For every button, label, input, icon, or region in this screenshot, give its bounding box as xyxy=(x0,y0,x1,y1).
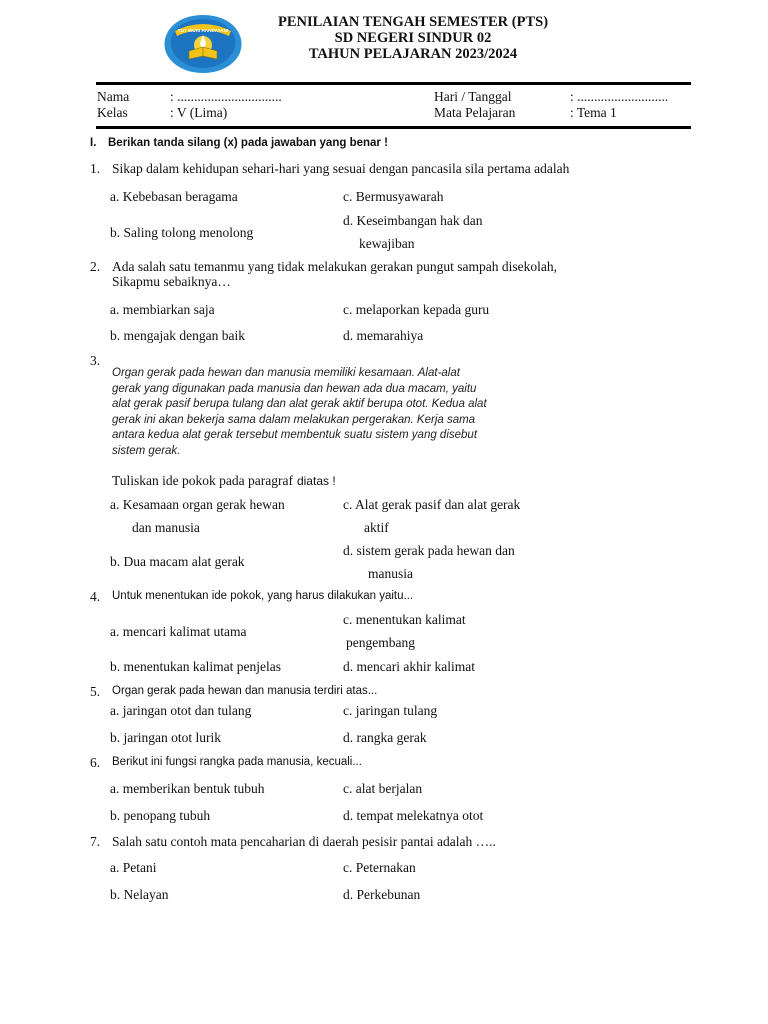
q3-option-a-cont: dan manusia xyxy=(132,520,200,535)
q3-option-d-cont: manusia xyxy=(368,566,413,581)
q4-option-a[interactable]: a. mencari kalimat utama xyxy=(110,624,247,639)
q1-option-c[interactable]: c. Bermusyawarah xyxy=(343,189,444,204)
section-number: I. xyxy=(90,137,97,149)
q2-text-line1: Ada salah satu temanmu yang tidak melakukan gerakan pungut sampah disekolah, xyxy=(112,259,557,274)
q7-option-c[interactable]: c. Peternakan xyxy=(343,860,416,875)
q4-text: Untuk menentukan ide pokok, yang harus dilakukan yaitu... xyxy=(112,590,414,602)
q1-option-d[interactable]: d. Keseimbangan hak dan xyxy=(343,213,483,228)
q7-option-a[interactable]: a. Petani xyxy=(110,860,157,875)
q3-option-c[interactable]: c. Alat gerak pasif dan alat gerak xyxy=(343,497,521,512)
q3-number: 3. xyxy=(90,353,101,368)
q5-option-c[interactable]: c. jaringan tulang xyxy=(343,703,438,718)
q6-option-d[interactable]: d. tempat melekatnya otot xyxy=(343,808,484,823)
q7-option-d[interactable]: d. Perkebunan xyxy=(343,887,421,902)
header-top-rule xyxy=(96,82,691,85)
q3-prompt-text: Tuliskan ide pokok pada paragraf xyxy=(112,473,293,488)
q4-option-c-cont: pengembang xyxy=(346,635,415,650)
q3-prompt xyxy=(112,472,336,490)
q5-option-d[interactable]: d. rangka gerak xyxy=(343,730,427,745)
q4-option-c[interactable]: c. menentukan kalimat xyxy=(343,612,466,627)
mata-pelajaran-value: : Tema 1 xyxy=(570,105,617,120)
logo-motto: TUT WURI HANDAYANI xyxy=(177,28,229,33)
q7-option-b[interactable]: b. Nelayan xyxy=(110,887,169,902)
q6-option-a[interactable]: a. memberikan bentuk tubuh xyxy=(110,781,265,796)
q1-option-b[interactable]: b. Saling tolong menolong xyxy=(110,225,254,240)
paragraph-line: sistem gerak. xyxy=(112,444,181,457)
q1-text: Sikap dalam kehidupan sehari-hari yang sesuai dengan pancasila sila pertama adalah xyxy=(112,161,570,176)
q4-option-b[interactable]: b. menentukan kalimat penjelas xyxy=(110,659,281,674)
q1-option-d-cont: kewajiban xyxy=(359,236,415,251)
mata-pelajaran-label: Mata Pelajaran xyxy=(434,105,516,120)
q6-option-b[interactable]: b. penopang tubuh xyxy=(110,808,211,823)
kelas-value: : V (Lima) xyxy=(170,105,228,120)
paragraph-line: gerak yang digunakan pada manusia dan hewan ada dua macam, yaitu xyxy=(112,382,477,395)
q2-option-a[interactable]: a. membiarkan saja xyxy=(110,302,215,317)
q4-option-d[interactable]: d. mencari akhir kalimat xyxy=(343,659,475,674)
school-name: SD NEGERI SINDUR 02 xyxy=(334,30,492,46)
exam-title: PENILAIAN TENGAH SEMESTER (PTS) xyxy=(277,14,549,30)
paragraph-line: alat gerak pasif berupa tulang dan alat gerak aktif berupa otot. Kedua alat xyxy=(112,398,487,411)
q5-text: Organ gerak pada hewan dan manusia terdiri atas... xyxy=(112,685,378,697)
nama-label: Nama xyxy=(97,89,130,104)
hari-tanggal-label: Hari / Tanggal xyxy=(434,89,512,104)
q3-prompt-tail: diatas ! xyxy=(296,474,336,488)
hari-tanggal-field[interactable]: : ........................... xyxy=(570,89,669,104)
q5-option-b[interactable]: b. jaringan otot lurik xyxy=(110,730,221,745)
q6-option-c[interactable]: c. alat berjalan xyxy=(343,781,423,796)
q3-option-d[interactable]: d. sistem gerak pada hewan dan xyxy=(343,543,515,558)
school-year: TAHUN PELAJARAN 2023/2024 xyxy=(308,46,518,62)
q2-number: 2. xyxy=(90,259,101,274)
q3-option-a[interactable]: a. Kesamaan organ gerak hewan xyxy=(110,497,285,512)
q3-option-b[interactable]: b. Dua macam alat gerak xyxy=(110,554,245,569)
header-bottom-rule xyxy=(96,126,691,129)
kelas-label: Kelas xyxy=(97,105,128,120)
q5-number: 5. xyxy=(90,684,101,699)
q7-number: 7. xyxy=(90,834,101,849)
q2-text-line2: Sikapmu sebaiknya… xyxy=(112,274,231,289)
q7-text: Salah satu contoh mata pencaharian di daerah pesisir pantai adalah ….. xyxy=(112,834,496,849)
q6-text: Berikut ini fungsi rangka pada manusia, kecuali... xyxy=(112,756,362,768)
paragraph-line: gerak ini akan bekerja sama dalam melakukan pergerakan. Kerja sama xyxy=(112,413,476,426)
q2-option-d[interactable]: d. memarahiya xyxy=(343,328,424,343)
q1-number: 1. xyxy=(90,161,101,176)
tut-wuri-handayani-logo xyxy=(163,13,243,75)
nama-field[interactable]: : ............................... xyxy=(170,89,282,104)
section-instruction: Berikan tanda silang (x) pada jawaban yang benar ! xyxy=(108,137,388,149)
q3-reading-paragraph xyxy=(112,366,532,460)
paragraph-line: Organ gerak pada hewan dan manusia memiliki kesamaan. Alat-alat xyxy=(112,367,460,379)
q3-option-c-cont: aktif xyxy=(364,520,389,535)
q5-option-a[interactable]: a. jaringan otot dan tulang xyxy=(110,703,252,718)
q1-option-a[interactable]: a. Kebebasan beragama xyxy=(110,189,238,204)
q2-option-c[interactable]: c. melaporkan kepada guru xyxy=(343,302,490,317)
q6-number: 6. xyxy=(90,755,101,770)
paragraph-line: antara kedua alat gerak tersebut membentuk suatu sistem yang disebut xyxy=(112,429,478,442)
q4-number: 4. xyxy=(90,589,101,604)
q2-option-b[interactable]: b. mengajak dengan baik xyxy=(110,328,245,343)
